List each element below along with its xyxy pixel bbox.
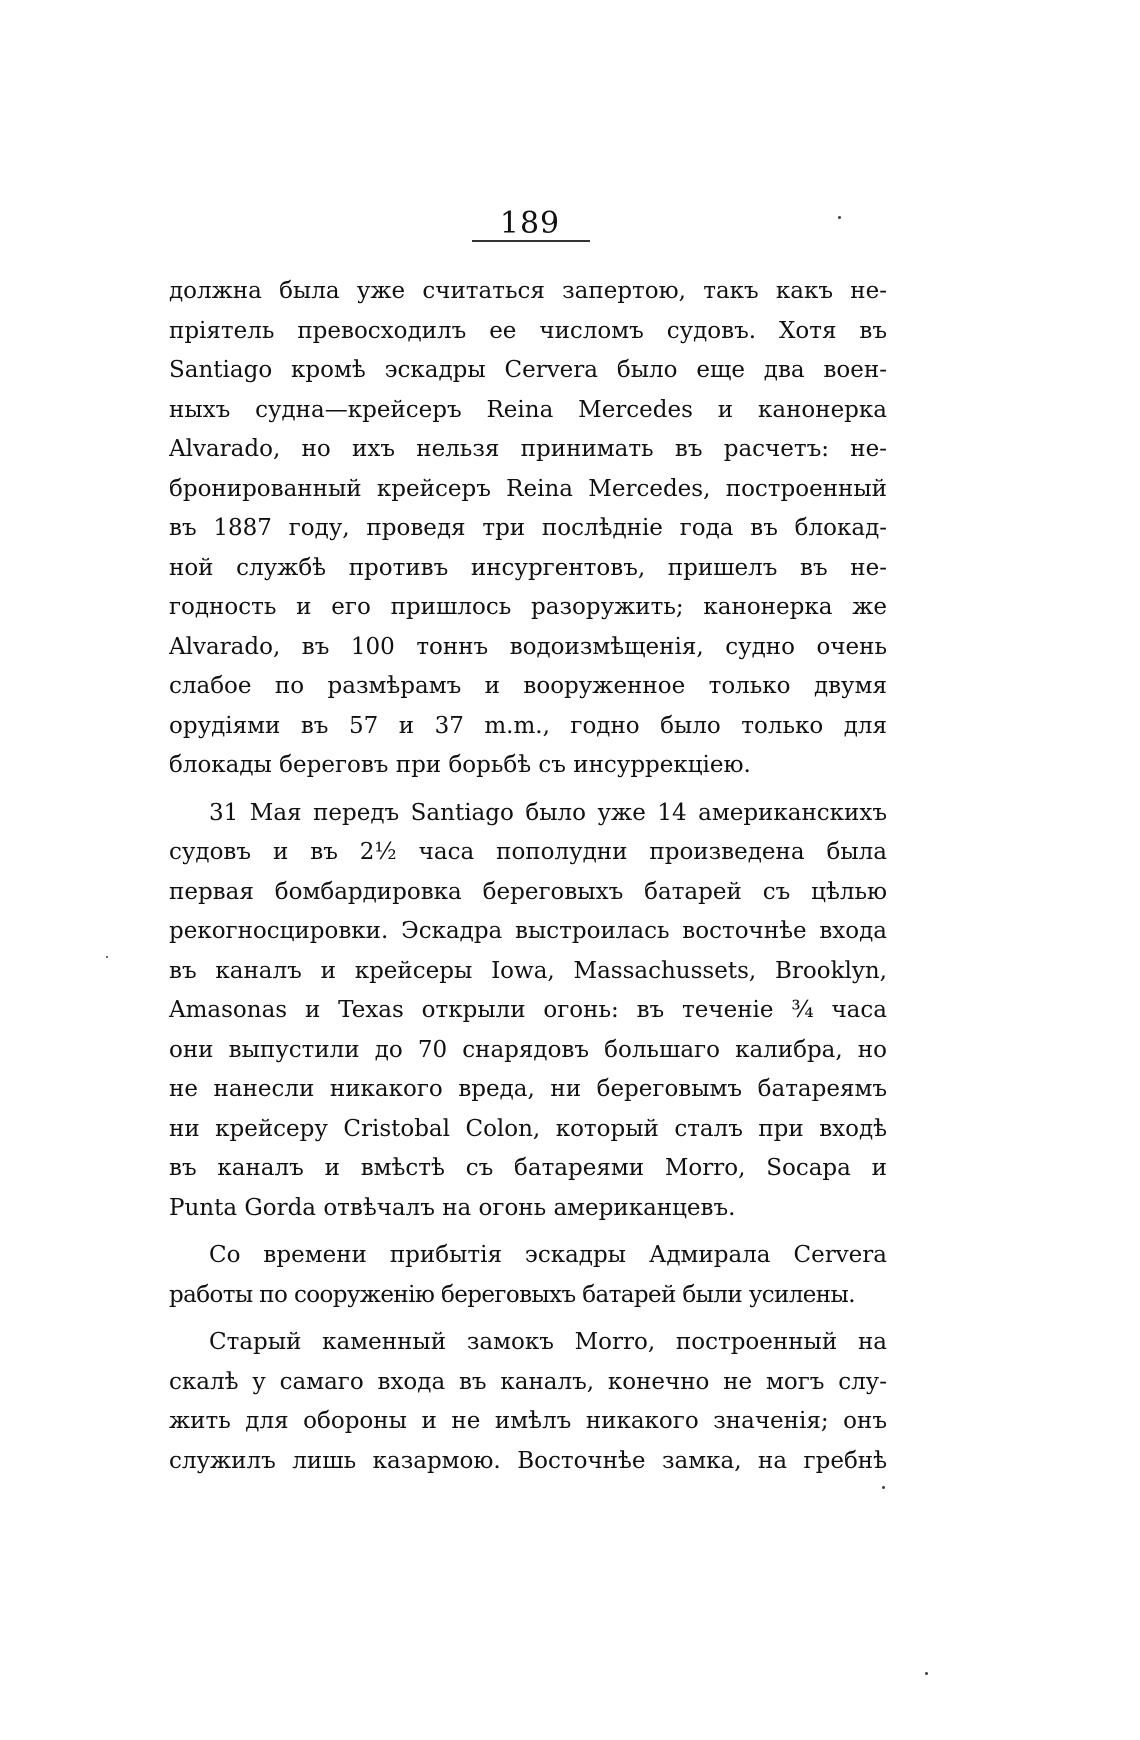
text-line: Alvarado, но ихъ нельзя принимать въ расчетъ: не-: [169, 436, 887, 462]
text-line: служилъ лишь казармою. Восточнѣе замка, на гребнѣ: [169, 1447, 887, 1474]
text-line: блокады береговъ при борьбѣ съ инсуррекціею.: [169, 752, 751, 778]
paragraph: [169, 794, 887, 1229]
scan-speck: [106, 956, 108, 958]
paragraph: [169, 272, 887, 786]
paragraph: [169, 1323, 887, 1481]
paragraph: [169, 1236, 887, 1315]
text-line: рекогносцировки. Эскадра выстроилась восточнѣе входа: [169, 918, 887, 944]
text-line: ной службѣ противъ инсургентовъ, пришелъ въ не-: [169, 554, 887, 581]
text-line: слабое по размѣрамъ и вооруженное только двумя: [169, 673, 887, 699]
text-line: первая бомбардировка береговыхъ батарей съ цѣлью: [169, 878, 887, 905]
text-line: орудіями въ 57 и 37 m.m., годно было только для: [169, 712, 887, 739]
text-line: бронированный крейсеръ Reina Mercedes, построенный: [169, 475, 887, 502]
text-line: пріятель превосходилъ ее числомъ судовъ. Хотя въ: [169, 317, 887, 344]
scan-speck: [925, 1672, 928, 1675]
text-line: Amasonas и Texas открыли огонь: въ теченіе ¾ часа: [169, 997, 887, 1023]
text-line: Santiago кромѣ эскадры Cervera было еще два воен-: [169, 357, 887, 383]
text-line: судовъ и въ 2½ часа пополудни произведена была: [169, 839, 887, 865]
text-line: Alvarado, въ 100 тоннъ водоизмѣщенія, судно очень: [169, 633, 887, 660]
page-number: 189: [499, 206, 561, 241]
text-line: они выпустили до 70 снарядовъ большаго калибра, но: [169, 1036, 887, 1063]
text-line: Старый каменный замокъ Morro, построенный на: [209, 1329, 887, 1355]
scan-speck: [882, 1486, 885, 1489]
text-line: скалѣ у самаго входа въ каналъ, конечно не могъ слу-: [169, 1368, 887, 1395]
text-line: годность и его пришлось разоружить; канонерка же: [169, 594, 887, 620]
text-line: ни крейсеру Cristobal Colon, который сталъ при входѣ: [169, 1115, 887, 1142]
text-line: должна была уже считаться запертою, такъ какъ не-: [169, 278, 887, 304]
text-line: жить для обороны и не имѣлъ никакого значенія; онъ: [169, 1408, 887, 1434]
text-line: въ каналъ и крейсеры Iowa, Massachussets, Brooklyn,: [169, 957, 887, 984]
text-line: 31 Мая передъ Santiago было уже 14 американскихъ: [209, 799, 887, 826]
text-line: въ 1887 году, проведя три послѣдніе года въ блокад-: [169, 515, 887, 541]
scan-speck: [838, 216, 841, 219]
text-line: не нанесли никакого вреда, ни береговымъ батареямъ: [169, 1076, 887, 1102]
text-line: ныхъ судна—крейсеръ Reina Mercedes и канонерка: [169, 396, 887, 423]
text-line: Punta Gorda отвѣчалъ на огонь американцевъ.: [169, 1194, 736, 1221]
text-line: Со времени прибытія эскадры Адмирала Cervera: [209, 1242, 887, 1268]
text-line: въ каналъ и вмѣстѣ съ батареями Morro, Socapa и: [169, 1155, 887, 1181]
page-number-rule: [472, 240, 590, 242]
text-line: работы по сооруженію береговыхъ батарей были усилены.: [169, 1281, 855, 1308]
body-text: [169, 272, 887, 1481]
